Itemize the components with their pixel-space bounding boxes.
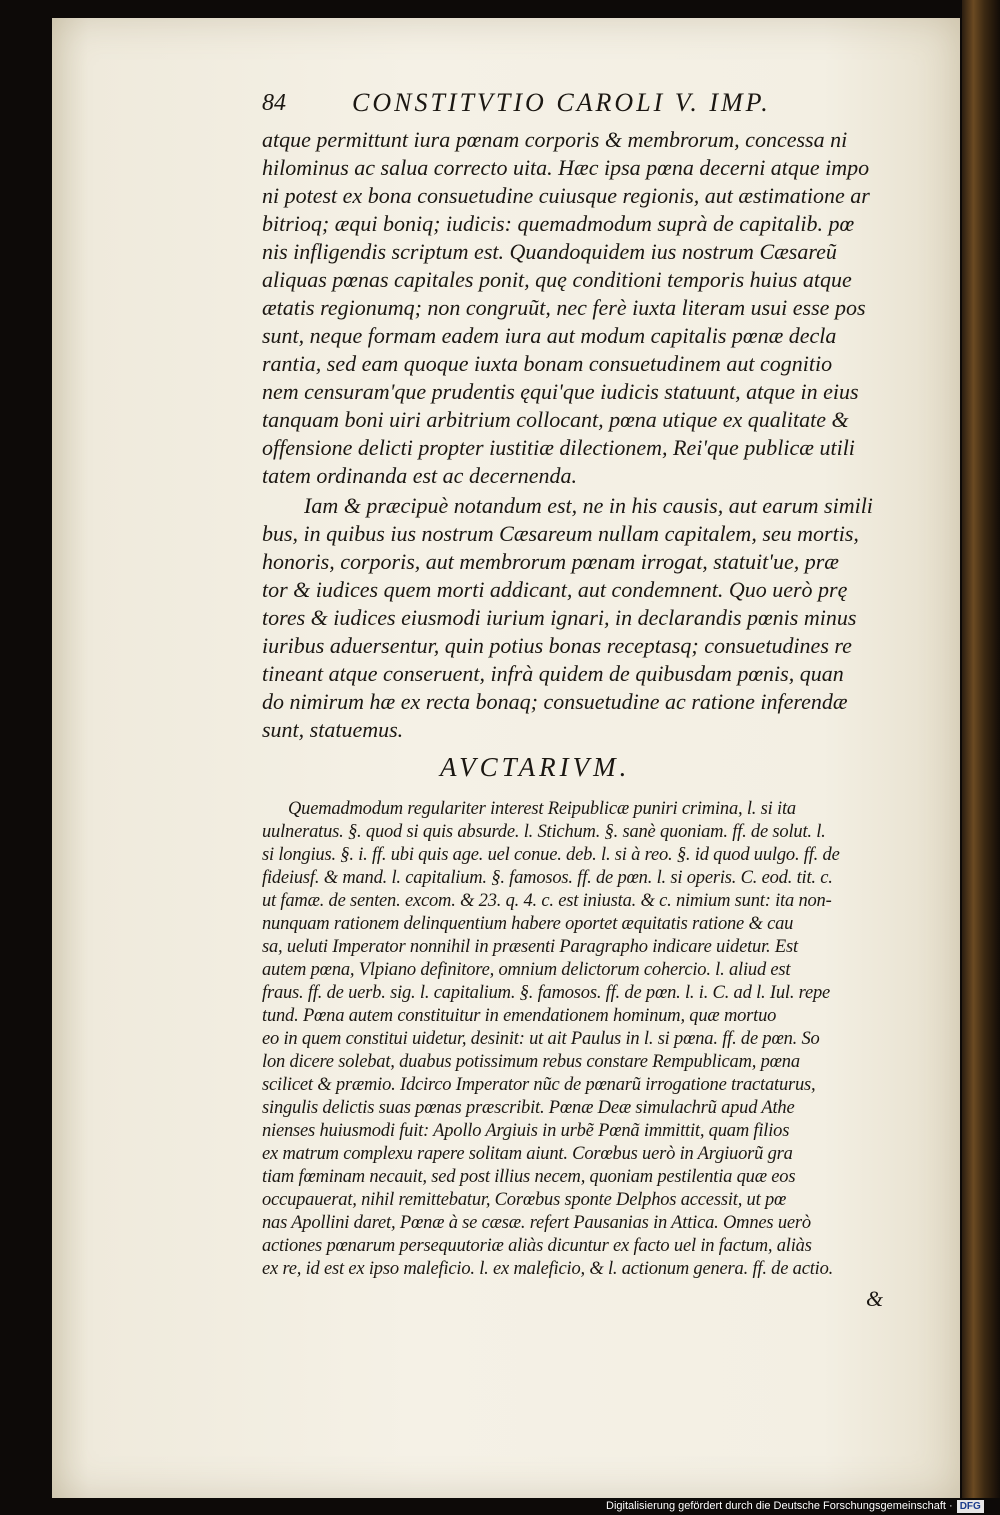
dfg-logo: DFG	[957, 1500, 984, 1513]
main-text-line: bitrioq; æqui boniq; iudicis: quemadmodum suprà de capitalib. pœ	[262, 211, 855, 236]
commentary-line: fraus. ff. de uerb. sig. l. capitalium. §. famosos. ff. de pœn. l. i. C. ad l. Iul. repe	[262, 983, 831, 1003]
main-text-line: tor & iudices quem morti addicant, aut condemnent. Quo uerò prę	[262, 577, 848, 602]
main-text-line: aliquas pœnas capitales ponit, quę conditioni temporis huius atque	[262, 267, 852, 292]
main-text-line: sunt, neque formam eadem iura aut modum capitalis pœnæ decla	[262, 323, 837, 348]
main-text-line: ætatis regionumq; non congruũt, nec ferè iuxta literam usui esse pos	[262, 295, 866, 320]
main-text-line: do nimirum hæ ex recta bonaq; consuetudine ac ratione inferendæ	[262, 689, 848, 714]
book-edge	[962, 0, 1000, 1498]
commentary-line: si longius. §. i. ff. ubi quis age. uel conue. deb. l. si à reo. §. id quod uulgo. ff. de	[262, 845, 840, 865]
commentary-line: uulneratus. §. quod si quis absurde. l. Stichum. §. sanè quoniam. ff. de solut. l.	[262, 822, 826, 842]
credit-text: Digitalisierung gefördert durch die Deutsche Forschungsgemeinschaft ·	[606, 1500, 953, 1512]
section-heading: AVCTARIVM.	[440, 752, 631, 782]
main-text-line: tanquam boni uiri arbitrium collocant, pœna utique ex qualitate &	[262, 407, 849, 432]
main-text-line: nem censuram'que prudentis ęqui'que iudicis statuunt, atque in eius	[262, 379, 859, 404]
main-text-line: bus, in quibus ius nostrum Cæsareum nullam capitalem, seu mortis,	[262, 521, 859, 546]
running-header	[262, 88, 862, 122]
main-text-line: sunt, statuemus.	[262, 717, 404, 742]
main-text-line: tatem ordinanda est ac decernenda.	[262, 463, 578, 488]
main-text-line: atque permittunt iura pœnam corporis & membrorum, concessa ni	[262, 127, 848, 152]
commentary-line: scilicet & præmio. Idcirco Imperator nũc de pœnarũ irrogatione tractaturus,	[262, 1075, 816, 1095]
main-text-line: hilominus ac salua correcto uita. Hæc ipsa pœna decerni atque impo	[262, 155, 870, 180]
main-text-line: tineant atque conseruent, infrà quidem de quibusdam pœnis, quan	[262, 661, 844, 686]
commentary-line: actiones pœnarum persequutoriæ aliàs dicuntur ex facto uel in factum, aliàs	[262, 1236, 812, 1256]
commentary-line: nas Apollini daret, Pœnæ à se cæsæ. refert Pausanias in Attica. Omnes uerò	[262, 1213, 811, 1233]
main-text-line: Iam & præcipuè notandum est, ne in his causis, aut earum simili	[304, 493, 873, 518]
commentary-line: sa, ueluti Imperator nonnihil in præsenti Paragrapho indicare uidetur. Est	[262, 937, 798, 957]
digitization-credit	[606, 1497, 1000, 1515]
main-text-line: tores & iudices eiusmodi iurium ignari, in declarandis pœnis minus	[262, 605, 857, 630]
commentary-line: ex matrum complexu rapere solitam aiunt. Corœbus uerò in Argiuorũ gra	[262, 1144, 793, 1164]
commentary-line: fideiusf. & mand. l. capitalium. §. famosos. ff. de pœn. l. si operis. C. eod. tit. c.	[262, 868, 833, 888]
commentary-line: ex re, id est ex ipso maleficio. l. ex maleficio, & l. actionum genera. ff. de actio.	[262, 1259, 834, 1279]
catchword: &	[866, 1286, 884, 1311]
main-text-line: honoris, corporis, aut membrorum pœnam irrogat, statuit'ue, præ	[262, 549, 839, 574]
main-text-line: iuribus aduersentur, quin potius bonas receptasq; consuetudines re	[262, 633, 852, 658]
commentary-line: autem pœna, Vlpiano definitore, omnium delictorum cohercio. l. aliud est	[262, 960, 791, 980]
commentary-line: Quemadmodum regulariter interest Reipublicæ puniri crimina, l. si ita	[288, 799, 796, 819]
commentary-line: tund. Pœna autem constituitur in emendationem hominum, quæ mortuo	[262, 1006, 777, 1026]
commentary-line: tiam fœminam necauit, sed post illius necem, quoniam pestilentia quæ eos	[262, 1167, 796, 1187]
commentary-line: eo in quem constitui uidetur, desinit: ut ait Paulus in l. si pœna. ff. de pœn. So	[262, 1029, 820, 1049]
main-text-line: ni potest ex bona consuetudine cuiusque regionis, aut æstimatione ar	[262, 183, 870, 208]
page-number: 84	[262, 90, 286, 116]
commentary-line: ut famæ. de senten. excom. & 23. q. 4. c. est iniusta. & c. nimium sunt: ita non-	[262, 891, 832, 911]
commentary-line: nunquam rationem delinquentium habere oportet æquitatis ratione & cau	[262, 914, 794, 934]
commentary-line: occupauerat, nihil remittebatur, Corœbus sponte Delphos accessit, ut pœ	[262, 1190, 787, 1210]
commentary-line: lon dicere solebat, duabus potissimum rebus constare Rempublicam, pœna	[262, 1052, 800, 1072]
main-text-line: rantia, sed eam quoque iuxta bonam consuetudinem aut cognitio	[262, 351, 833, 376]
running-title: CONSTITVTIO CAROLI V. IMP.	[352, 88, 771, 117]
commentary-line: nienses huiusmodi fuit: Apollo Argiuis in urbẽ Pœnã immittit, quam filios	[262, 1121, 790, 1141]
main-text-line: nis infligendis scriptum est. Quandoquidem ius nostrum Cæsareũ	[262, 239, 837, 264]
commentary-line: singulis delictis suas pœnas præscribit. Pœnæ Deæ simulachrũ apud Athe	[262, 1098, 795, 1118]
main-text-line: offensione delicti propter iustitiæ dilectionem, Rei'que publicæ utili	[262, 435, 855, 460]
